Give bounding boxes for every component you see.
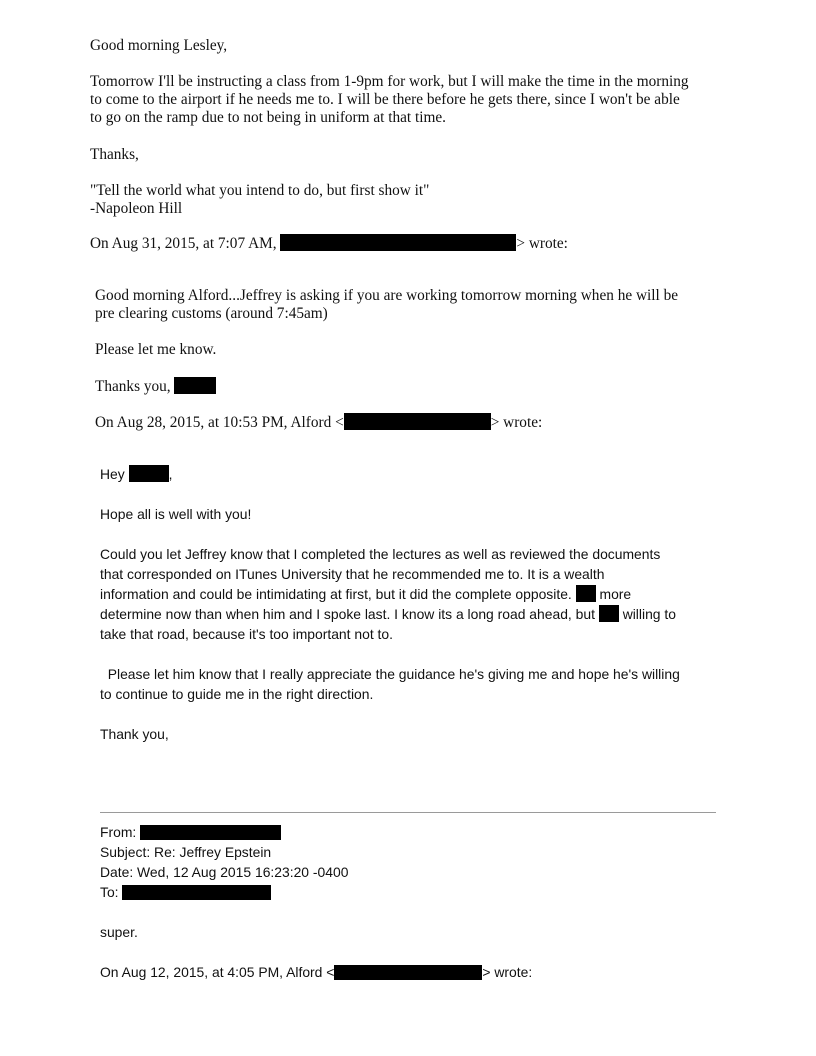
redaction-bar	[334, 965, 482, 980]
message-3-signoff: Thank you,	[100, 726, 169, 742]
quoted-message-signoff: Thanks you,	[95, 377, 216, 396]
quoted-body-line: Good morning Alford...Jeffrey is asking if you are working tomorrow morning when he will be	[95, 287, 679, 304]
message-3-paragraph-1	[100, 544, 676, 644]
quoted-message-attribution: On Aug 28, 2015, at 10:53 PM, Alford < > wrote:	[95, 414, 543, 431]
paragraph-line: take that road, because it's too important not to.	[100, 626, 393, 642]
reply-body-line: to come to the airport if he needs me to. I will be there before he gets there, since I won't be able	[90, 91, 680, 108]
final-attribution: On Aug 12, 2015, at 4:05 PM, Alford < > wrote:	[100, 964, 533, 980]
message-3-paragraph-2	[100, 664, 680, 704]
reply-greeting: Good morning Lesley,	[90, 37, 228, 54]
paragraph-line: that corresponded on ITunes University that he recommended me to. It is a wealth	[100, 566, 605, 582]
reply-signoff: Thanks,	[90, 146, 139, 163]
message-3-greeting: Hey ,	[100, 466, 173, 482]
quoted-message-body	[95, 287, 678, 323]
paragraph-line: Please let him know that I really appreciate the guidance he's giving me and hope he's willing	[100, 666, 680, 682]
date-header: Date: Wed, 12 Aug 2015 16:23:20 -0400	[100, 864, 349, 880]
paragraph-line: to continue to guide me in the right direction.	[100, 686, 374, 702]
redaction-bar	[344, 413, 491, 430]
quote-text: "Tell the world what you intend to do, but first show it"	[90, 182, 430, 199]
reply-body-line: Tomorrow I'll be instructing a class from 1-9pm for work, but I will make the time in the morning	[90, 73, 689, 90]
from-header: From:	[100, 822, 348, 842]
reply-attribution: On Aug 31, 2015, at 7:07 AM, > wrote:	[90, 235, 568, 252]
message-headers	[100, 822, 348, 902]
header-divider	[100, 812, 716, 813]
to-header: To:	[100, 882, 348, 902]
reply-body	[90, 73, 689, 127]
redaction-bar	[129, 465, 169, 482]
redaction-bar	[599, 605, 619, 622]
redaction-bar	[576, 585, 596, 602]
paragraph-line: Could you let Jeffrey know that I completed the lectures as well as reviewed the documents	[100, 546, 661, 562]
quoted-body-line: pre clearing customs (around 7:45am)	[95, 305, 328, 322]
redaction-bar	[174, 377, 216, 394]
redaction-bar	[280, 234, 516, 251]
paragraph-line: information and could be intimidating at first, but it did the complete opposite. more	[100, 586, 632, 602]
signature-quote	[90, 182, 429, 218]
quote-author: -Napoleon Hill	[90, 200, 183, 217]
message-3-hope: Hope all is well with you!	[100, 506, 252, 522]
subject-header: Subject: Re: Jeffrey Epstein	[100, 844, 272, 860]
quoted-message-request: Please let me know.	[95, 341, 217, 358]
redaction-bar	[140, 825, 281, 840]
message-body-super: super.	[100, 924, 138, 940]
paragraph-line: determine now than when him and I spoke last. I know its a long road ahead, but willing to	[100, 606, 676, 622]
reply-body-line: to go on the ramp due to not being in uniform at that time.	[90, 109, 447, 126]
redaction-bar	[122, 885, 271, 900]
